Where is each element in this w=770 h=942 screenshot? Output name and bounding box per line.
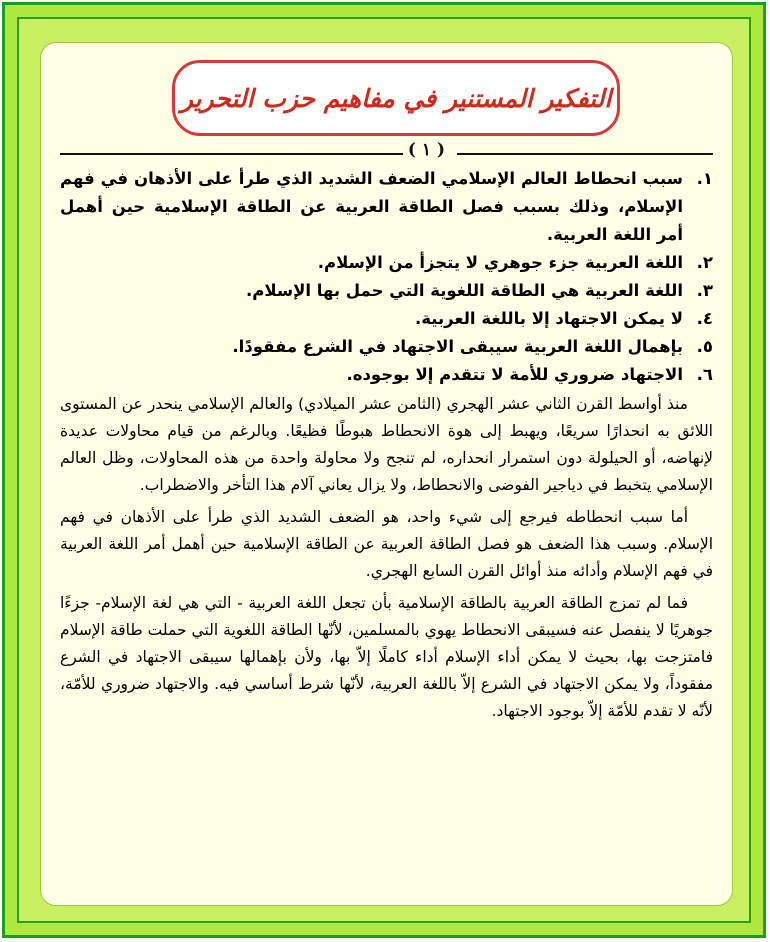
point-text: اللغة العربية جزء جوهري لا يتجزأ من الإسلام.	[317, 253, 683, 272]
point-number: ٥.	[696, 337, 713, 356]
point-number: ٢.	[696, 253, 713, 272]
body-paragraph: منذ أواسط القرن الثاني عشر الهجري (الثامن عشر الميلادي) والعالم الإسلامي ينحدر عن المستوى اللائق به انحدارًا سريعًا، ويهبط إلى هوة الانحطاط هبوطًا فظيعًا. وبالرغم من قيام محاولات عديدة لإنهاضه، أو الحيلولة دون استمرار انحداره، لم تنجح ولا محاولة واحدة من هذه المحاولات، وظل العالم الإسلامي يتخبط في دياجير الفوضى والانحطاط، ولا يزال يعاني آلام هذا التأخر والاضطراب.	[60, 395, 713, 494]
content-panel	[40, 42, 733, 906]
title-banner	[172, 60, 620, 136]
point-text: لا يمكن الاجتهاد إلا باللغة العربية.	[414, 309, 683, 328]
key-points-list	[60, 165, 713, 389]
point-number: ١.	[696, 169, 713, 188]
point-number: ٦.	[696, 365, 713, 384]
key-point	[60, 165, 713, 249]
key-point	[60, 333, 713, 361]
banner-title: التفكير المستنير في مفاهيم حزب التحرير	[180, 83, 612, 113]
point-number: ٤.	[696, 309, 713, 328]
article-body	[60, 165, 713, 730]
key-point	[60, 249, 713, 277]
key-point	[60, 305, 713, 333]
point-number: ٣.	[696, 281, 713, 300]
key-point	[60, 277, 713, 305]
point-text: بإهمال اللغة العربية سيبقى الاجتهاد في الشرع مفقودًا.	[232, 337, 683, 356]
point-text: الاجتهاد ضروري للأمة لا تتقدم إلا بوجوده.	[346, 365, 683, 384]
section-divider	[60, 142, 713, 164]
point-text: سبب انحطاط العالم الإسلامي الضعف الشديد الذي طرأ على الأذهان في فهم الإسلام، وذلك بسبب فصل الطاقة العربية عن الطاقة الإسلامية حين أهمل أمر اللغة العربية.	[60, 169, 683, 244]
body-paragraph: فما لم تمزج الطاقة العربية بالطاقة الإسلامية بأن تجعل اللغة العربية - التي هي لغة الإسلام- جزءًا جوهريًا لا ينفصل عنه فسيبقى الانحطاط يهوي بالمسلمين، لأنّها الطاقة اللغوية التي حملت طاقة الإسلام فامتزجت بها، بحيث لا يمكن أداء الإسلام أداء كاملًا إلاّ بها، ولأن بإهمالها سيبقى الاجتهاد في الشرع مفقوداً، ولا يمكن الاجتهاد في الشرع إلاّ باللغة العربية، لأنّها شرط أساسي فيه. والاجتهاد ضروري للأمّة، لأنّه لا تقدم للأمّة إلاّ بوجود الاجتهاد.	[60, 594, 713, 720]
point-text: اللغة العربية هي الطاقة اللغوية التي حمل بها الإسلام.	[245, 281, 683, 300]
body-paragraph: أما سبب انحطاطه فيرجع إلى شيء واحد، هو الضعف الشديد الذي طرأ على الأذهان في فهم الإسلام. وسبب هذا الضعف هو فصل الطاقة العربية عن الطاقة الإسلامية حين أهمل أمر اللغة العربية في فهم الإسلام وأدائه منذ أوائل القرن السابع الهجري.	[60, 508, 713, 580]
divider-line-left	[60, 153, 403, 155]
divider-line-right	[457, 153, 713, 155]
page-frame	[2, 2, 766, 938]
key-point	[60, 361, 713, 389]
section-number: ( ١ )	[407, 140, 445, 160]
